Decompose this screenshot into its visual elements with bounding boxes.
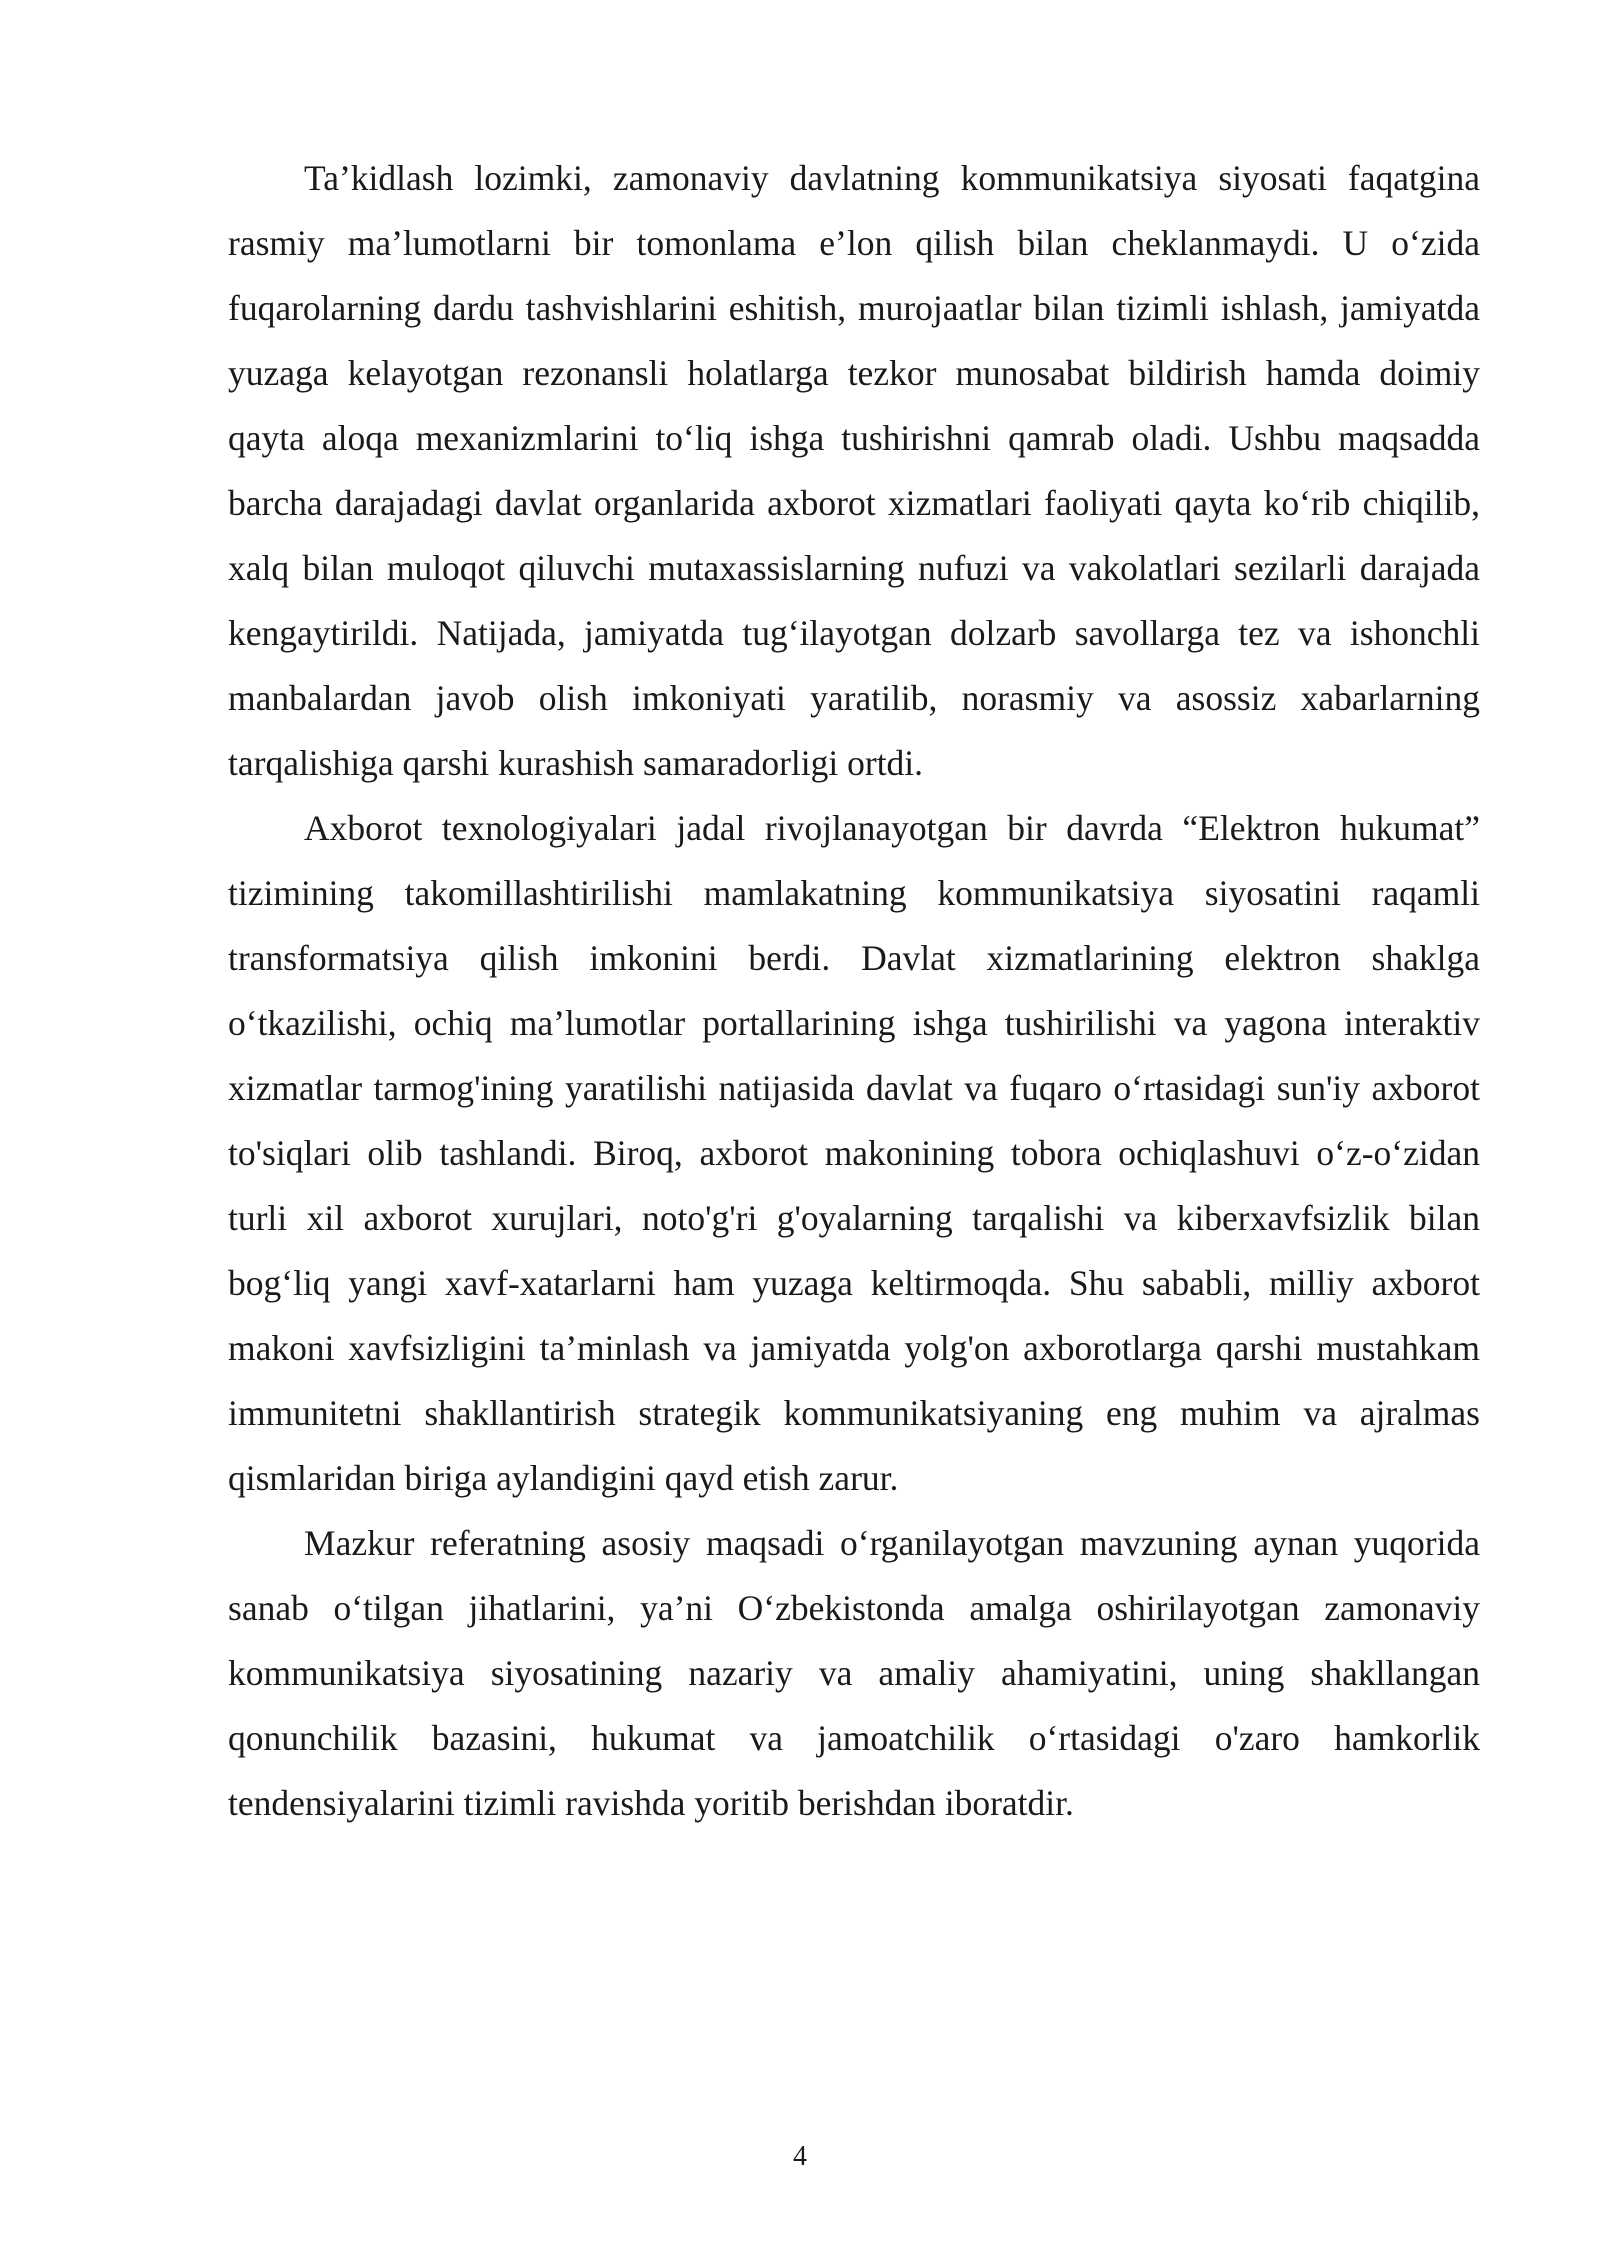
page-number: 4 bbox=[793, 2141, 807, 2172]
paragraph-2: Axborot texnologiyalari jadal rivojlanayotgan bir davrda “Elektron hukumat” tizimining takomillashtirilishi mamlakatning kommunikatsiya siyosatini raqamli transformatsiya qilish imkonini berdi. Davlat xizmatlarining elektron shaklga o‘tkazilishi, ochiq ma’lumotlar portallarining ishga tushirilishi va yagona interaktiv xizmatlar tarmog'ining yaratilishi natijasida davlat va fuqaro o‘rtasidagi sun'iy axborot to'siqlari olib tashlandi. Biroq, axborot makonining tobora ochiqlashuvi o‘z-o‘zidan turli xil axborot xurujlari, noto'g'ri g'oyalarning tarqalishi va kiberxavfsizlik bilan bog‘liq yangi xavf-xatarlarni ham yuzaga keltirmoqda. Shu sababli, milliy axborot makoni xavfsizligini ta’minlash va jamiyatda yolg'on axborotlarga qarshi mustahkam immunitetni shakllantirish strategik kommunikatsiyaning eng muhim va ajralmas qismlaridan biriga aylandigini qayd etish zarur. bbox=[228, 808, 1480, 1498]
body-text bbox=[228, 146, 1480, 1836]
paragraph-1: Ta’kidlash lozimki, zamonaviy davlatning kommunikatsiya siyosati faqatgina rasmiy ma’lumotlarni bir tomonlama e’lon qilish bilan cheklanmaydi. U o‘zida fuqarolarning dardu tashvishlarini eshitish, murojaatlar bilan tizimli ishlash, jamiyatda yuzaga kelayotgan rezonansli holatlarga tezkor munosabat bildirish hamda doimiy qayta aloqa mexanizmlarini to‘liq ishga tushirishni qamrab oladi. Ushbu maqsadda barcha darajadagi davlat organlarida axborot xizmatlari faoliyati qayta ko‘rib chiqilib, xalq bilan muloqot qiluvchi mutaxassislarning nufuzi va vakolatlari sezilarli darajada kengaytirildi. Natijada, jamiyatda tug‘ilayotgan dolzarb savollarga tez va ishonchli manbalardan javob olish imkoniyati yaratilib, norasmiy va asossiz xabarlarning tarqalishiga qarshi kurashish samaradorligi ortdi. bbox=[228, 158, 1480, 783]
paragraph-3: Mazkur referatning asosiy maqsadi o‘rganilayotgan mavzuning aynan yuqorida sanab o‘tilgan jihatlarini, ya’ni O‘zbekistonda amalga oshirilayotgan zamonaviy kommunikatsiya siyosatining nazariy va amaliy ahamiyatini, uning shakllangan qonunchilik bazasini, hukumat va jamoatchilik o‘rtasidagi o'zaro hamkorlik tendensiyalarini tizimli ravishda yoritib berishdan iboratdir. bbox=[228, 1523, 1480, 1823]
